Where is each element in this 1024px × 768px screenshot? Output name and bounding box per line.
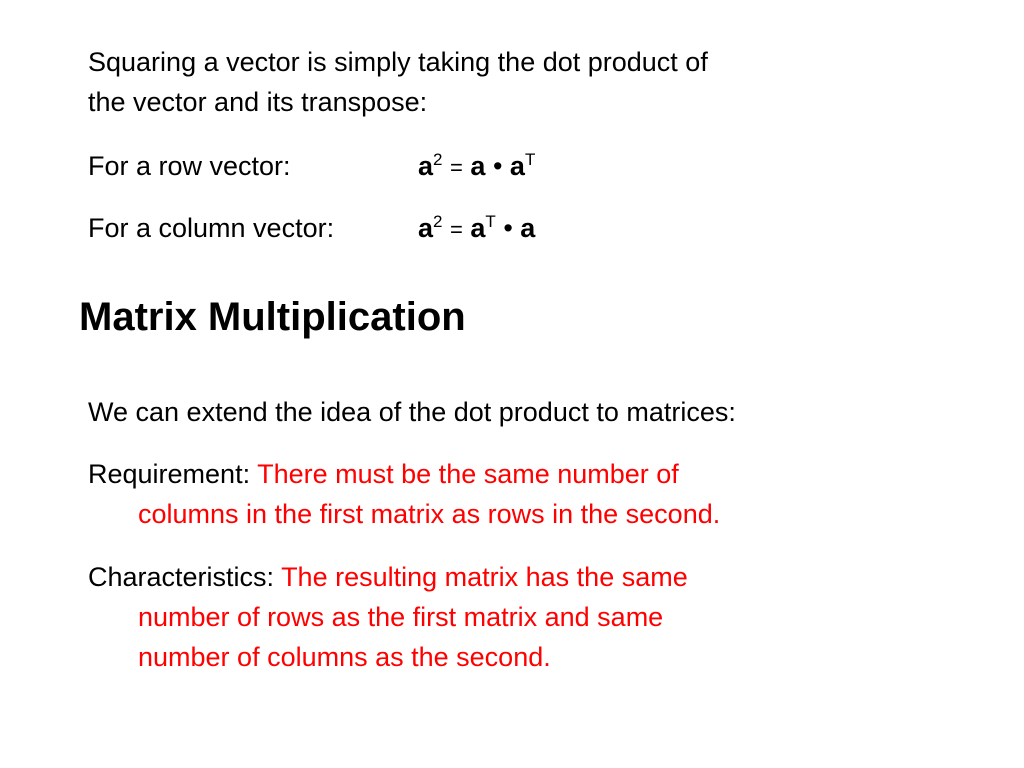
- extend-paragraph: We can extend the idea of the dot product to matrices:: [88, 397, 736, 427]
- column-vector-lhs-exponent: 2: [433, 212, 443, 231]
- row-vector-term1: a: [470, 151, 486, 181]
- column-vector-lhs: a: [418, 213, 434, 243]
- column-vector-formula: [88, 208, 536, 248]
- column-vector-term1: a: [470, 213, 486, 243]
- column-vector-term1-exponent: T: [485, 212, 496, 231]
- column-vector-equals: =: [450, 217, 463, 242]
- characteristics-text-line-2: number of rows as the first matrix and same: [138, 602, 664, 632]
- row-vector-term2: a: [509, 151, 525, 181]
- row-vector-formula: [88, 146, 536, 186]
- row-vector-dot: •: [492, 151, 503, 181]
- intro-line-1: Squaring a vector is simply taking the dot product of: [88, 47, 708, 77]
- row-vector-equation: [418, 146, 535, 188]
- intro-line-2: the vector and its transpose:: [88, 87, 428, 117]
- row-vector-label: For a row vector:: [88, 151, 291, 181]
- characteristics-text-line-3: number of columns as the second.: [138, 642, 551, 672]
- row-vector-equals: =: [450, 155, 463, 180]
- requirement-paragraph: [88, 454, 720, 534]
- characteristics-label: Characteristics:: [88, 562, 275, 592]
- intro-paragraph: [88, 42, 708, 122]
- row-vector-lhs: a: [418, 151, 434, 181]
- column-vector-term2: a: [520, 213, 536, 243]
- column-vector-dot: •: [503, 213, 513, 243]
- row-vector-term2-exponent: T: [524, 150, 536, 169]
- requirement-text-line-1: There must be the same number of: [257, 459, 679, 489]
- section-heading: Matrix Multiplication: [79, 295, 466, 339]
- characteristics-text-line-1: The resulting matrix has the same: [281, 562, 688, 592]
- requirement-text-line-2: columns in the first matrix as rows in the second.: [138, 499, 721, 529]
- column-vector-label: For a column vector:: [88, 213, 335, 243]
- characteristics-paragraph: [88, 557, 688, 677]
- row-vector-lhs-exponent: 2: [433, 150, 443, 169]
- requirement-label: Requirement:: [88, 459, 251, 489]
- column-vector-equation: [418, 208, 535, 250]
